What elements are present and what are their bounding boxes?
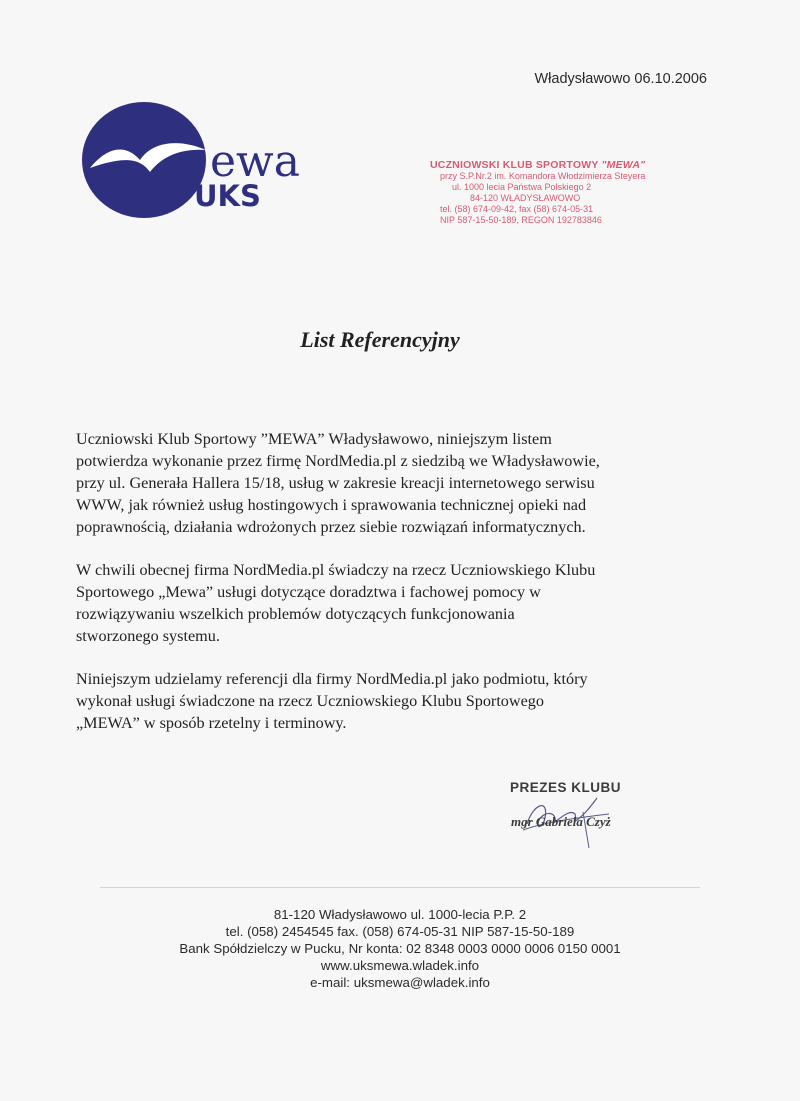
letter-date: Władysławowo 06.10.2006 xyxy=(534,71,707,87)
logo-subtext: UKS xyxy=(194,179,261,213)
text-line: W chwili obecnej firma NordMedia.pl świadczy na rzecz Uczniowskiego Klubu xyxy=(76,561,596,579)
paragraph-3 xyxy=(76,668,716,734)
letter-footer xyxy=(100,906,700,991)
stamp-club-name: UCZNIOWSKI KLUB SPORTOWY xyxy=(430,159,599,171)
stamp-mewa: "MEWA" xyxy=(601,159,646,171)
text-line: poprawnością, działania wdrożonych przez siebie rozwiązań informatycznych. xyxy=(76,518,586,536)
stamp-line: tel. (58) 674-09-42, fax (58) 674-05-31 xyxy=(440,204,594,214)
signatory-name: mgr Gabriela Czyż xyxy=(511,814,611,829)
mewa-uks-logo xyxy=(78,98,338,228)
stamp-line: ul. 1000 lecia Państwa Polskiego 2 xyxy=(452,182,592,192)
stamp-line: NIP 587-15-50-189, REGON 192783846 xyxy=(440,215,602,225)
footer-divider xyxy=(100,887,700,888)
footer-address: 81-120 Władysławowo ul. 1000-lecia P.P. 2 xyxy=(273,907,527,922)
footer-website: www.uksmewa.wladek.info xyxy=(320,958,480,973)
document-title: List Referencyjny xyxy=(300,327,460,352)
text-line: stworzonego systemu. xyxy=(76,627,220,645)
club-stamp xyxy=(430,160,675,226)
text-line: Niniejszym udzielamy referencji dla firmy NordMedia.pl jako podmiotu, który xyxy=(76,670,588,688)
footer-phone: tel. (058) 2454545 fax. (058) 674-05-31 NIP 587-15-50-189 xyxy=(225,924,575,939)
stamp-line: przy S.P.Nr.2 im. Komandora Włodzimierza Steyera xyxy=(440,171,646,181)
letter-body xyxy=(76,428,716,755)
footer-bank: Bank Spółdzielczy w Pucku, Nr konta: 02 8348 0003 0000 0006 0150 0001 xyxy=(179,941,621,956)
signature-block xyxy=(505,776,705,846)
paragraph-1 xyxy=(76,428,716,538)
text-line: potwierdza wykonanie przez firmę NordMedia.pl z siedzibą we Władysławowie, xyxy=(76,452,600,470)
paragraph-2 xyxy=(76,559,716,647)
stamp-heading xyxy=(430,160,675,171)
signature-title: PREZES KLUBU xyxy=(510,780,622,795)
text-line: Uczniowski Klub Sportowy ”MEWA” Władysławowo, niniejszym listem xyxy=(76,430,552,448)
stamp-line: 84-120 WŁADYSŁAWOWO xyxy=(470,193,581,203)
footer-email: e-mail: uksmewa@wladek.info xyxy=(310,975,490,990)
text-line: rozwiązywaniu wszelkich problemów dotyczących funkcjonowania xyxy=(76,605,515,623)
text-line: „MEWA” w sposób rzetelny i terminowy. xyxy=(76,714,347,732)
text-line: przy ul. Generała Hallera 15/18, usług w zakresie kreacji internetowego serwisu xyxy=(76,474,595,492)
text-line: WWW, jak również usług hostingowych i sprawowania technicznej opieki nad xyxy=(76,496,587,514)
text-line: Sportowego „Mewa” usługi dotyczące doradztwa i fachowej pomocy w xyxy=(76,583,541,601)
logo-wordmark: ewa xyxy=(210,136,300,187)
text-line: wykonał usługi świadczone na rzecz Uczniowskiego Klubu Sportowego xyxy=(76,692,544,710)
